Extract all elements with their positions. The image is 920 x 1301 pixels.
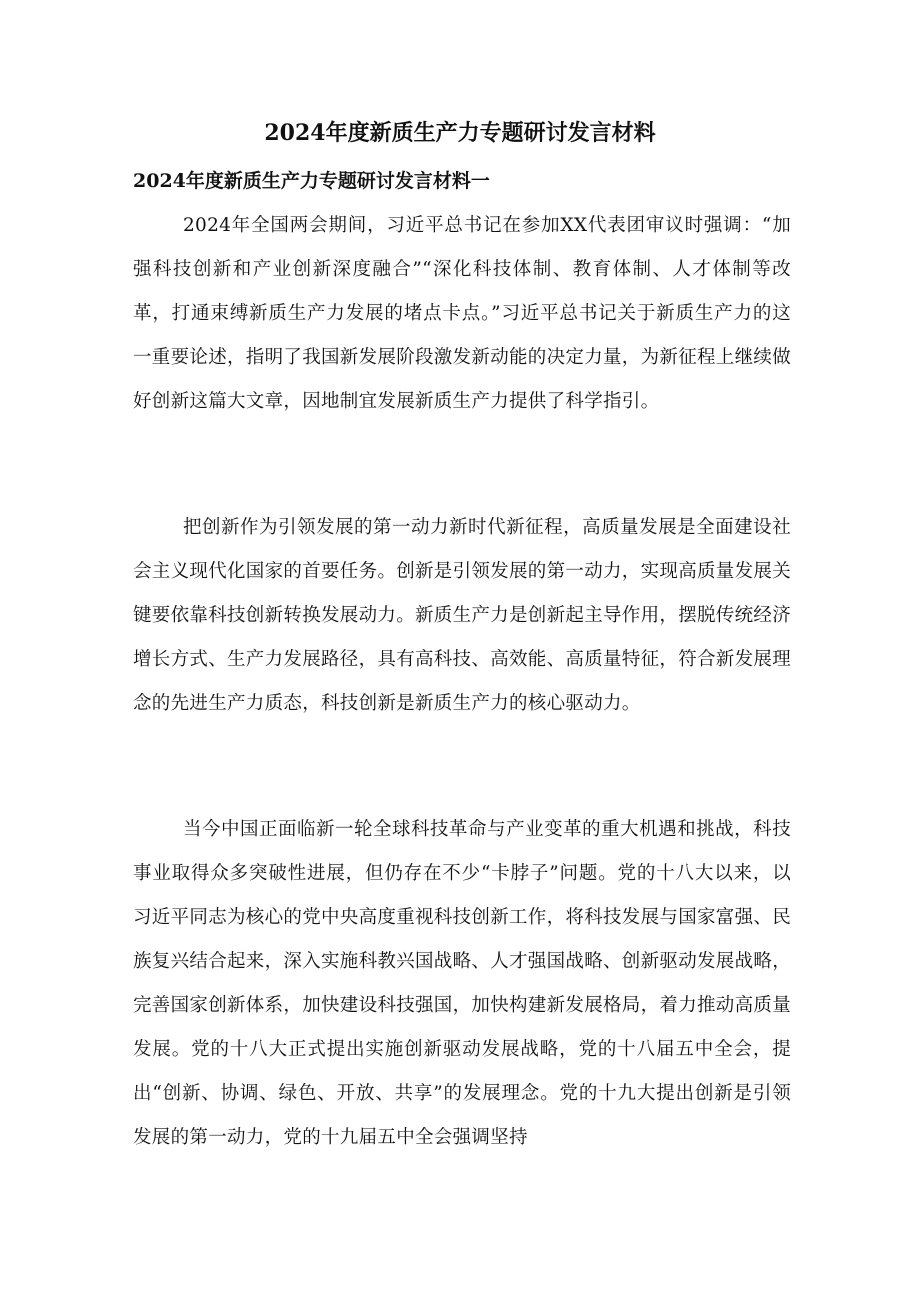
paragraph: 当今中国正面临新一轮全球科技革命与产业变革的重大机遇和挑战，科技事业取得众多突破性进展，但仍存在不少“卡脖子”问题。党的十八大以来，以习近平同志为核心的党中央高度重视科技创新工作，将科技发展与国家富强、民族复兴结合起来，深入实施科教兴国战略、人才强国战略、创新驱动发展战略，完善国家创新体系，加快建设科技强国，加快构建新发展格局，着力推动高质量发展。党的十八大正式提出实施创新驱动发展战略，党的十八届五中全会，提出“创新、协调、绿色、开放、共享”的发展理念。党的十九大提出创新是引领发展的第一动力，党的十九届五中全会强调坚持	[133, 819, 792, 1148]
paragraph-block-1	[133, 204, 791, 424]
paragraph: 把创新作为引领发展的第一动力新时代新征程，高质量发展是全面建设社会主义现代化国家的首要任务。创新是引领发展的第一动力，实现高质量发展关键要依靠科技创新转换发展动力。新质生产力是创新起主导作用，摆脱传统经济增长方式、生产力发展路径，具有高科技、高效能、高质量特征，符合新发展理念的先进生产力质态，科技创新是新质生产力的核心驱动力。	[133, 517, 792, 714]
paragraph-block-3	[133, 808, 791, 1160]
paragraph-block-2	[133, 506, 791, 726]
paragraph: 2024年全国两会期间，习近平总书记在参加XX代表团审议时强调：“加强科技创新和产业创新深度融合”“深化科技体制、教育体制、人才体制等改革，打通束缚新质生产力发展的堵点卡点。”习近平总书记关于新质生产力的这一重要论述，指明了我国新发展阶段激发新动能的决定力量，为新征程上继续做好创新这篇大文章，因地制宜发展新质生产力提供了科学指引。	[133, 215, 792, 412]
section-title: 2024年度新质生产力专题研讨发言材料一	[133, 170, 490, 192]
document-title: 2024年度新质生产力专题研讨发言材料	[264, 120, 656, 146]
